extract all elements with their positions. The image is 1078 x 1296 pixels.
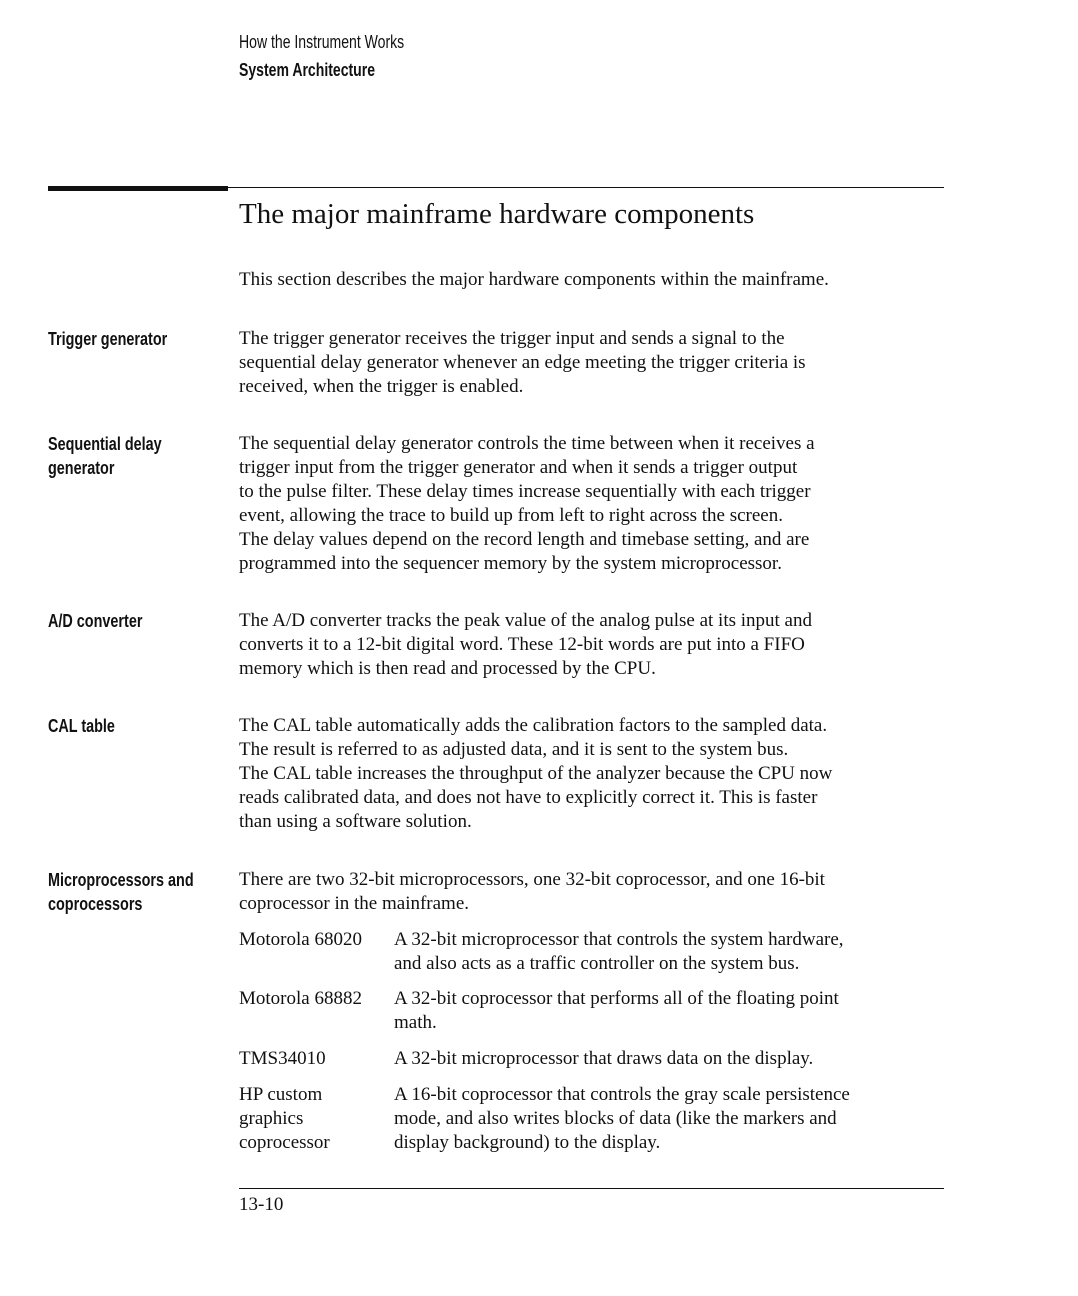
paragraph-cal-table: The CAL table automatically adds the calibration factors to the sampled data. The result is referred to as adjusted data, and it is sent to the system bus. The CAL table increases the throughput of the analyzer because the CPU now reads calibrated data, and does not have to explicitly correct it. This is faster than using a software solution. [239,715,833,832]
paragraph-microprocessors: There are two 32-bit microprocessors, one 32-bit coprocessor, and one 16-bit coprocessor in the mainframe. [239,869,825,914]
running-header-chapter: How the Instrument Works [239,32,405,52]
definition-description: A 32-bit microprocessor that controls the system hardware, and also acts as a traffic controller on the system bus. [394,929,844,974]
side-heading-sequential-delay-generator: Sequential delay generator [48,434,162,478]
definition-term: TMS34010 [239,1048,326,1069]
page-title: The major mainframe hardware components [239,198,755,230]
section-rule-thick [48,186,228,191]
definition-description: A 16-bit coprocessor that controls the gray scale persistence mode, and also writes blocks of data (like the markers and display background) to the display. [394,1084,850,1153]
definition-term: Motorola 68882 [239,988,362,1009]
running-header-section: System Architecture [239,60,376,80]
definition-description: A 32-bit microprocessor that draws data on the display. [394,1048,814,1069]
section-rule-thin [228,187,944,188]
definition-term: Motorola 68020 [239,929,362,950]
side-heading-trigger-generator: Trigger generator [48,329,168,349]
paragraph-sequential-delay-generator: The sequential delay generator controls the time between when it receives a trigger input from the trigger generator and when it sends a trigger output to the pulse filter. These delay times increase sequentially with each trigger event, allowing the trace to build up from left to right across the screen. The delay values depend on the record length and timebase setting, and are programmed into the sequencer memory by the system microprocessor. [239,433,815,574]
definition-description: A 32-bit coprocessor that performs all of the floating point math. [394,988,839,1033]
intro-paragraph: This section describes the major hardware components within the mainframe. [239,269,829,290]
side-heading-ad-converter: A/D converter [48,611,143,631]
side-heading-cal-table: CAL table [48,716,115,736]
side-heading-microprocessors: Microprocessors and coprocessors [48,870,194,914]
page-number: 13-10 [239,1194,284,1215]
paragraph-trigger-generator: The trigger generator receives the trigger input and sends a signal to the sequential delay generator whenever an edge meeting the trigger criteria is received, when the trigger is enabled. [239,328,806,397]
footer-rule [239,1188,944,1189]
paragraph-ad-converter: The A/D converter tracks the peak value of the analog pulse at its input and converts it to a 12-bit digital word. These 12-bit words are put into a FIFO memory which is then read and processed by the CPU. [239,610,812,679]
definition-term: HP custom graphics coprocessor [239,1084,330,1153]
